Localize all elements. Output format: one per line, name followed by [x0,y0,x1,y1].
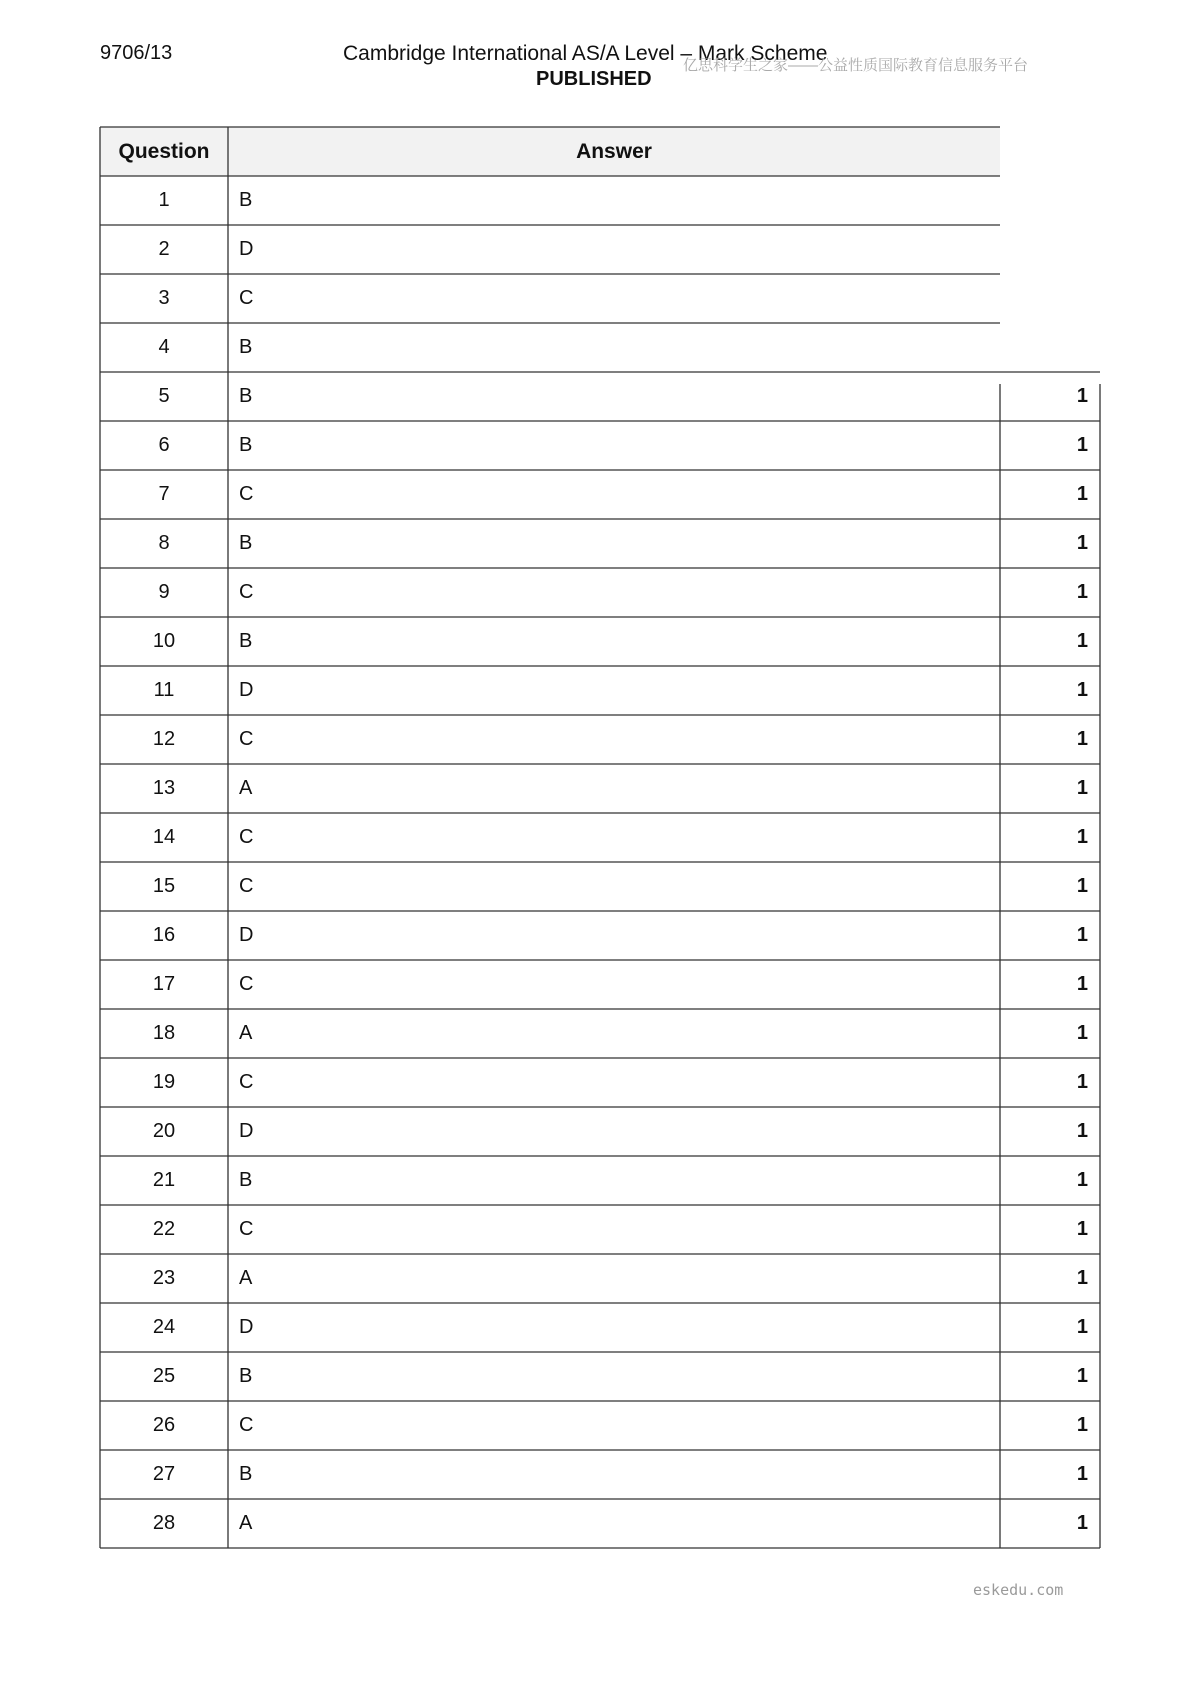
column-header-answer: Answer [576,139,652,163]
table-row [100,225,1100,274]
table-row [100,764,1100,813]
question-cell: 15 [152,875,176,897]
question-cell: 21 [152,1169,176,1191]
table-row [100,960,1100,1009]
table-row [100,1450,1100,1499]
answer-cell: B [239,385,253,407]
question-cell: 20 [152,1120,176,1142]
header-watermark: 亿思科学生之家——公益性质国际教育信息服务平台 [683,57,1029,74]
mark-cell: 1 [1076,483,1088,505]
table-row [100,1156,1100,1205]
answer-cell: C [239,581,254,603]
question-cell: 10 [152,630,176,652]
answer-cell: A [239,1512,253,1534]
mark-cell: 1 [1076,1120,1088,1142]
mark-cell: 1 [1076,1463,1088,1485]
mark-cell [1000,225,1100,274]
published-label: PUBLISHED [536,68,652,90]
question-cell: 4 [158,336,170,358]
mark-cell: 1 [1076,1316,1088,1338]
mark-cell: 1 [1076,826,1088,848]
table-row [100,568,1100,617]
mark-cell: 1 [1076,924,1088,946]
answer-cell: C [239,973,254,995]
answer-cell: B [239,1463,253,1485]
mark-cell [1000,274,1100,323]
mark-cell: 1 [1076,434,1088,456]
table-row [100,1205,1100,1254]
question-cell: 12 [152,728,176,750]
mark-cell: 1 [1076,973,1088,995]
answer-cell: C [239,875,254,897]
answer-cell: C [239,1414,254,1436]
question-cell: 26 [152,1414,176,1436]
answer-cell: C [239,483,254,505]
answer-cell: B [239,336,253,358]
answer-cell: B [239,434,253,456]
answer-cell: D [239,238,254,260]
table-row [100,715,1100,764]
answer-cell: D [239,1120,254,1142]
answer-cell: D [239,924,254,946]
question-cell: 9 [158,581,170,603]
table-row [100,470,1100,519]
question-cell: 19 [152,1071,176,1093]
mark-cell: 1 [1076,1218,1088,1240]
question-cell: 1 [158,189,170,211]
document-title: Cambridge International AS/A Level – Mark Scheme [343,42,828,65]
question-cell: 18 [152,1022,176,1044]
mark-cell: 1 [1076,1022,1088,1044]
table-row [100,1107,1100,1156]
table-row [100,1303,1100,1352]
question-cell: 28 [152,1512,176,1534]
mark-cell: 1 [1076,1512,1088,1534]
table-row [100,176,1100,225]
table-row [100,421,1100,470]
document-code: 9706/13 [100,42,173,64]
mark-cell [1000,323,1100,372]
question-cell: 25 [152,1365,176,1387]
question-cell: 13 [152,777,176,799]
mark-cell: 1 [1076,1365,1088,1387]
question-cell: 14 [152,826,176,848]
answer-cell: B [239,630,253,652]
table-row [100,274,1100,323]
mark-cell: 1 [1076,1267,1088,1289]
footer-watermark: eskedu.com [973,1581,1064,1599]
table-row [100,1401,1100,1450]
mark-cell: 1 [1076,875,1088,897]
answer-cell: B [239,1365,253,1387]
question-cell: 16 [152,924,176,946]
mark-cell: 1 [1076,581,1088,603]
answer-cell: D [239,679,254,701]
mark-cell: 1 [1076,679,1088,701]
answer-cell: C [239,1071,254,1093]
table-row [100,862,1100,911]
question-cell: 5 [158,385,170,407]
mark-cell: 1 [1076,1071,1088,1093]
answer-cell: A [239,1267,253,1289]
answer-cell: C [239,826,254,848]
answer-cell: A [239,1022,253,1044]
mark-cell: 1 [1076,630,1088,652]
question-cell: 24 [152,1316,176,1338]
answer-cell: A [239,777,253,799]
answer-cell: B [239,1169,253,1191]
question-cell: 7 [158,483,170,505]
mark-cell: 1 [1076,728,1088,750]
mark-cell: 1 [1076,532,1088,554]
question-cell: 2 [158,238,170,260]
answer-cell: C [239,1218,254,1240]
answer-cell: C [239,287,254,309]
table-row [100,1499,1100,1548]
mark-cell: 1 [1076,1414,1088,1436]
table-row [100,372,1100,421]
table-row [100,911,1100,960]
answer-cell: D [239,1316,254,1338]
answer-cell: B [239,189,253,211]
answer-cell: B [239,532,253,554]
mark-cell: 1 [1076,777,1088,799]
table-row [100,666,1100,715]
mark-cell: 1 [1076,1169,1088,1191]
table-row [100,519,1100,568]
table-row [100,617,1100,666]
table-row [100,323,1100,372]
mark-cell: 1 [1076,385,1088,407]
question-cell: 27 [152,1463,176,1485]
table-row [100,1254,1100,1303]
question-cell: 17 [152,973,176,995]
answer-cell: C [239,728,254,750]
table-row [100,813,1100,862]
column-header-question: Question [118,139,210,163]
question-cell: 6 [158,434,170,456]
question-cell: 8 [158,532,170,554]
table-row [100,1058,1100,1107]
question-cell: 11 [153,679,175,701]
question-cell: 3 [158,287,170,309]
table-row [100,1009,1100,1058]
mark-cell [1000,176,1100,225]
table-row [100,1352,1100,1401]
table-header-row [100,127,1000,176]
question-cell: 22 [152,1218,176,1240]
question-cell: 23 [152,1267,176,1289]
